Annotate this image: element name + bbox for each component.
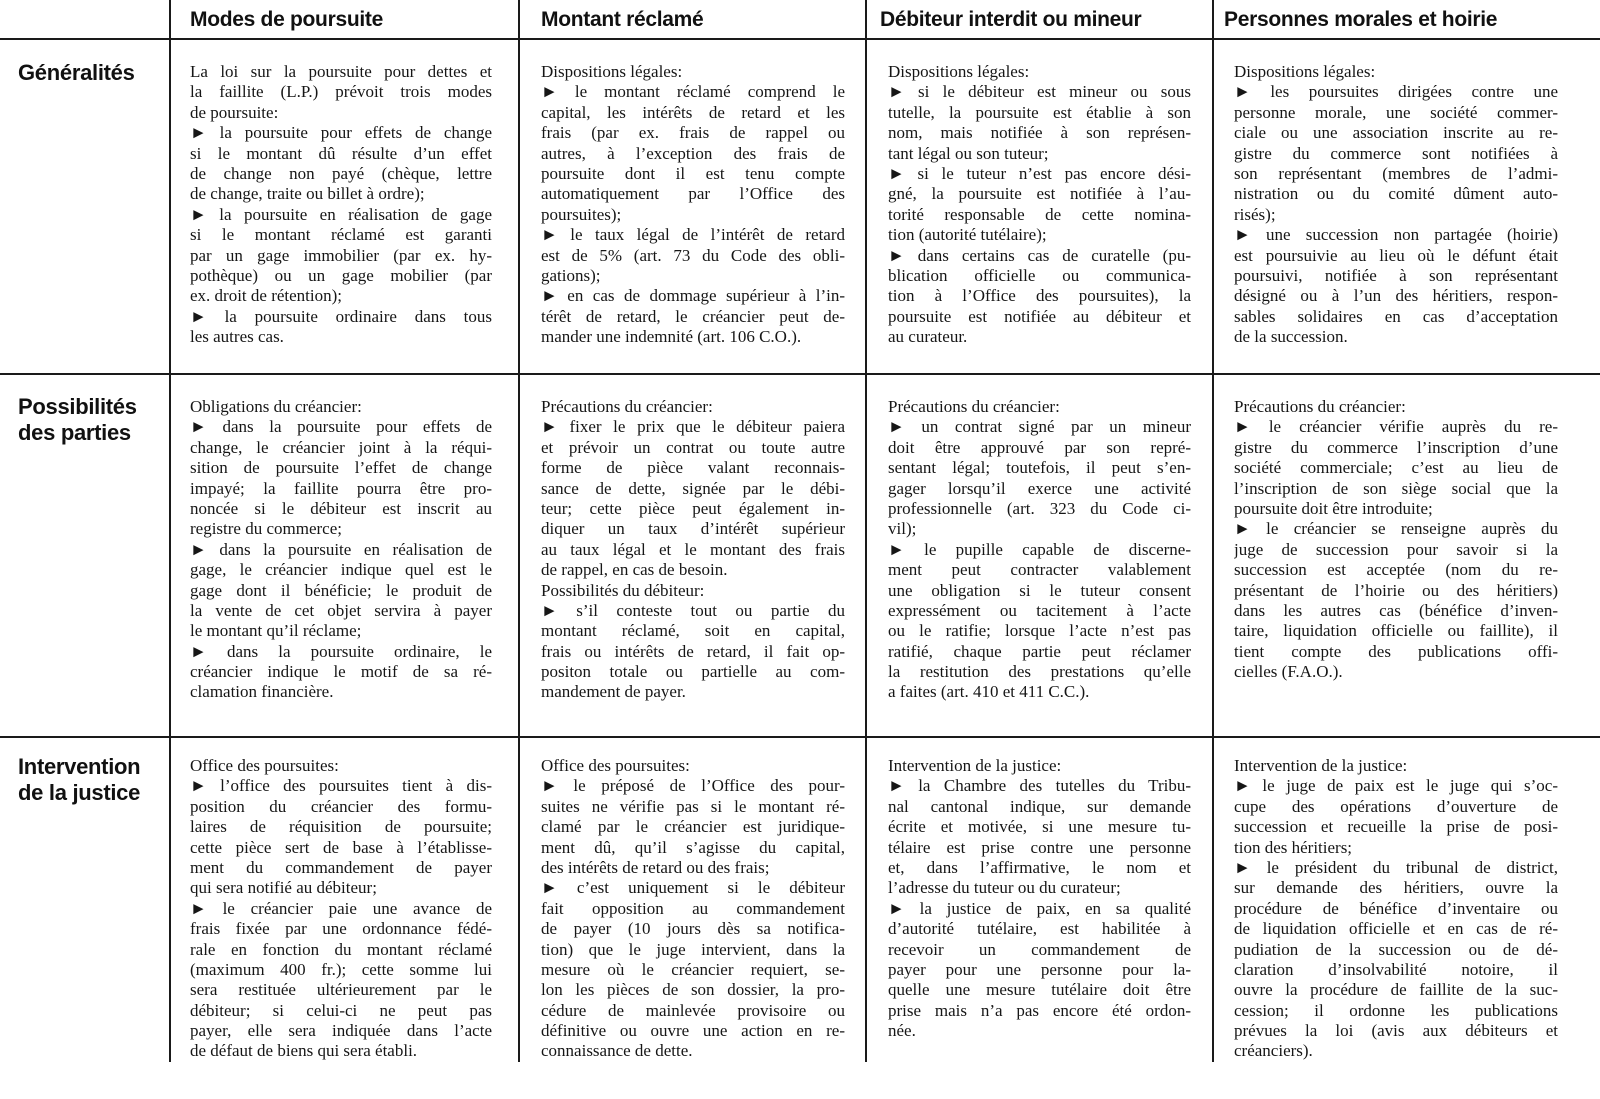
cell-line: gager lorsqu’il exerce une activité [888, 478, 1191, 498]
cell-line: une obligation si le tuteur consent [888, 580, 1191, 600]
cell-line: prévues la loi (avis aux débiteurs et [1234, 1021, 1558, 1041]
cell-line: quelle une mesure tutélaire doit être [888, 980, 1191, 1000]
cell-line: nistration ou du comité dûment auto- [1234, 184, 1558, 204]
cell-line: ► la poursuite ordinaire dans tous [190, 306, 492, 326]
cell-line: sance de dette, signée par le débi- [541, 478, 845, 498]
cell-line: tion) que le juge intervient, dans la [541, 939, 845, 959]
cell-line: ► une succession non partagée (hoirie) [1234, 225, 1558, 245]
header-divider [0, 38, 1600, 40]
row-divider [0, 736, 1600, 738]
cell-line: clamation financière. [190, 682, 334, 702]
cell-line: blication officielle ou communica- [888, 265, 1191, 285]
cell-line: créanciers). [1234, 1041, 1313, 1061]
cell-line: poursuite dont il est tenu compte [541, 163, 845, 183]
cell-generalites-debiteur [888, 62, 1191, 347]
cell-line: l’adresse du tuteur ou du curateur; [888, 878, 1121, 898]
cell-line: ► la poursuite en réalisation de gage [190, 204, 492, 224]
cell-line: ciale ou une association inscrite au re- [1234, 123, 1558, 143]
cell-line: torité responsable de cette nomina- [888, 204, 1191, 224]
column-header-montant: Montant réclamé [541, 8, 704, 31]
cell-line: Précautions du créancier: [1234, 397, 1406, 416]
cell-line: tutelle, la poursuite est établie à son [888, 102, 1191, 122]
cell-line: ex. droit de rétention); [190, 286, 343, 306]
cell-line: fait opposition au commandement [541, 898, 845, 918]
cell-line: cielles (F.A.O.). [1234, 662, 1343, 682]
cell-line: Dispositions légales: [888, 62, 1030, 81]
cell-line: poursuite doit être introduite; [1234, 498, 1433, 518]
cell-line: térêt de retard, le créancier peut de- [541, 306, 845, 326]
row-divider [0, 373, 1600, 375]
column-divider [169, 0, 171, 1062]
cell-line: vil); [888, 519, 917, 539]
cell-line: tion à l’Office des poursuites), la [888, 286, 1191, 306]
cell-line: change, le créancier joint à la réqui- [190, 437, 492, 457]
column-divider [865, 0, 867, 1062]
cell-line: payer, elle sera indiquée dans l’acte [190, 1021, 492, 1041]
cell-line: succession et recueille la prise de posi- [1234, 817, 1558, 837]
cell-line: risés); [1234, 204, 1276, 224]
cell-generalites-montant [541, 62, 845, 347]
cell-line: de change non payé (chèque, lettre [190, 163, 492, 183]
cell-line: cette pièce sert de base à l’établisse- [190, 837, 492, 857]
cell-line: sition de poursuite l’effet de change [190, 458, 492, 478]
cell-line: de poursuite: [190, 102, 279, 122]
cell-line: La loi sur la poursuite pour dettes et [190, 62, 492, 81]
cell-line: au taux légal et le montant des frais [541, 539, 845, 559]
cell-line: doit être approuvé par son repré- [888, 437, 1191, 457]
cell-generalites-personnes [1234, 62, 1558, 347]
cell-line: télaire est prise contre une personne [888, 837, 1191, 857]
column-divider [518, 0, 520, 1062]
cell-line: les autres cas. [190, 327, 284, 347]
cell-line: dans les autres cas (bénéfice d’inven- [1234, 600, 1558, 620]
cell-line: ► le créancier vérifie auprès du re- [1234, 417, 1558, 437]
cell-line: capital, les intérêts de retard et les [541, 102, 845, 122]
cell-line: juge de succession pour savoir si la [1234, 539, 1558, 559]
cell-line: et prévoir un contrat ou toute autre [541, 437, 845, 457]
cell-line: le montant qu’il réclame; [190, 621, 362, 641]
cell-line: gné, la poursuite est notifiée à l’au- [888, 184, 1191, 204]
cell-line: de liquidation officielle et en cas de ré- [1234, 919, 1558, 939]
cell-line: est poursuivie au lieu où le défunt était [1234, 245, 1558, 265]
cell-line: société commerciale; c’est au lieu de [1234, 458, 1558, 478]
cell-line: ► un contrat signé par un mineur [888, 417, 1191, 437]
cell-line: Office des poursuites: [190, 756, 339, 775]
cell-intervention-montant [541, 756, 845, 1062]
cell-line: taire, liquidation officielle ou faillite), il [1234, 621, 1558, 641]
cell-line: des intérêts de retard ou des frais; [541, 857, 770, 877]
cell-line: position du créancier des formu- [190, 796, 492, 816]
cell-line: gistre du commerce sont notifiées à [1234, 143, 1558, 163]
cell-line: ► dans la poursuite en réalisation de [190, 539, 492, 559]
cell-line: de payer (10 jours dès sa notifica- [541, 919, 845, 939]
cell-line: ► si le tuteur n’est pas encore dési- [888, 163, 1191, 183]
cell-line: Précautions du créancier: [888, 397, 1060, 416]
cell-line: ment dû, qu’il s’agisse du capital, [541, 837, 845, 857]
cell-line: professionnelle (art. 323 du Code ci- [888, 498, 1191, 518]
cell-line: prise mais n’a pas encore été ordon- [888, 1000, 1191, 1020]
cell-line: impayé; la faillite pourra être pro- [190, 478, 492, 498]
cell-line: gations); [541, 265, 601, 285]
cell-line: ► le juge de paix est le juge qui s’oc- [1234, 776, 1558, 796]
cell-line: ► s’il conteste tout ou partie du [541, 600, 845, 620]
cell-line: ► le créancier paie une avance de [190, 898, 492, 918]
cell-line: la faillite (L.P.) prévoit trois modes [190, 82, 492, 102]
cell-line: ouvre la procédure de faillite de la suc- [1234, 980, 1558, 1000]
cell-line: ► le taux légal de l’intérêt de retard [541, 225, 845, 245]
cell-line: sera restituée ultérieurement par le [190, 980, 492, 1000]
cell-line: Intervention de la justice: [1234, 756, 1408, 775]
cell-line: d’autorité tutélaire, est habilitée à [888, 919, 1191, 939]
row-header-line: des parties [18, 420, 131, 445]
cell-line: ► le président du tribunal de district, [1234, 857, 1558, 877]
column-header-modes: Modes de poursuite [190, 8, 383, 31]
cell-line: de la succession. [1234, 327, 1348, 347]
cell-line: pothèque) ou un gage mobilier (par [190, 265, 492, 285]
cell-line: ► dans certains cas de curatelle (pu- [888, 245, 1191, 265]
column-header-personnes: Personnes morales et hoirie [1224, 8, 1498, 31]
cell-line: Dispositions légales: [541, 62, 683, 81]
cell-line: ► c’est uniquement si le débiteur [541, 878, 845, 898]
cell-possibilites-modes [190, 397, 492, 703]
cell-line: tion (autorité tutélaire); [888, 225, 1047, 245]
cell-line: teur; cette pièce peut également in- [541, 498, 845, 518]
cell-line: connaissance de dette. [541, 1041, 693, 1061]
cell-line: claration d’insolvabilité notoire, il [1234, 959, 1558, 979]
cell-line: ► la justice de paix, en sa qualité [888, 898, 1191, 918]
cell-line: cédure de mainlevée provisoire ou [541, 1000, 845, 1020]
cell-line: frais fixée par une ordonnance fédé- [190, 919, 492, 939]
cell-line: diquer un taux d’intérêt supérieur [541, 519, 845, 539]
cell-line: poursuites); [541, 204, 622, 224]
cell-line: poursuivi, notifiée à son représentant [1234, 265, 1558, 285]
cell-line: Obligations du créancier: [190, 397, 362, 416]
cell-line: ► le montant réclamé comprend le [541, 82, 845, 102]
cell-line: poursuite est notifiée au débiteur et [888, 306, 1191, 326]
cell-line: succession est acceptée (nom du re- [1234, 560, 1558, 580]
column-header-debiteur: Débiteur interdit ou mineur [880, 8, 1142, 31]
row-header-line: Intervention [18, 754, 141, 779]
row-header-line: de la justice [18, 780, 141, 805]
cell-line: laires de réquisition de poursuite; [190, 817, 492, 837]
cell-line: ► le préposé de l’Office des pour- [541, 776, 845, 796]
cell-line: Précautions du créancier: [541, 397, 713, 416]
cell-line: tion des héritiers; [1234, 837, 1353, 857]
cell-line: personne morale, une société commer- [1234, 102, 1558, 122]
cell-line: sables solidaires en cas d’acceptation [1234, 306, 1558, 326]
cell-line: lon les pièces de son dossier, la pro- [541, 980, 845, 1000]
cell-line: si le montant réclamé est garanti [190, 225, 492, 245]
cell-line: ► la poursuite pour effets de change [190, 123, 492, 143]
cell-line: ► la Chambre des tutelles du Tribu- [888, 776, 1191, 796]
cell-line: est de 5% (art. 73 du Code des obli- [541, 245, 845, 265]
cell-line: noncée si le débiteur est inscrit au [190, 498, 492, 518]
cell-line: la vente de cet objet servira à payer [190, 600, 492, 620]
cell-line: si le montant dû résulte d’un effet [190, 143, 492, 163]
cell-line: recevoir un commandement de [888, 939, 1191, 959]
cell-line: forme de pièce valant reconnais- [541, 458, 845, 478]
cell-line: débiteur; si celui-ci ne peut pas [190, 1000, 492, 1020]
cell-line: expressément ou tacitement à l’acte [888, 600, 1191, 620]
cell-line: positon totale ou partielle au com- [541, 662, 845, 682]
cell-line: de rappel, en cas de besoin. [541, 560, 728, 580]
cell-line: ► le créancier se renseigne auprès du [1234, 519, 1558, 539]
cell-line: suites ne vérifie pas si le montant ré- [541, 796, 845, 816]
cell-line: de défaut de biens qui sera établi. [190, 1041, 418, 1061]
cell-line: au curateur. [888, 327, 968, 347]
cell-line: gage dont il bénéficie; le produit de [190, 580, 492, 600]
row-header-line: Généralités [18, 60, 135, 85]
cell-line: Dispositions légales: [1234, 62, 1376, 81]
cell-line: ► si le débiteur est mineur ou sous [888, 82, 1191, 102]
cell-line: ► dans la poursuite ordinaire, le [190, 641, 492, 661]
cell-line: son représentant (membres de l’admi- [1234, 163, 1558, 183]
cell-line: mander une indemnité (art. 106 C.O.). [541, 327, 802, 347]
cell-line: ment peut contracter valablement [888, 560, 1191, 580]
row-header-intervention [18, 754, 168, 806]
cell-line: automatiquement par l’Office des [541, 184, 845, 204]
cell-line: cession; il ordonne les publications [1234, 1000, 1558, 1020]
cell-line: pudiation de la succession ou de dé- [1234, 939, 1558, 959]
row-header-generalites [18, 60, 168, 86]
cell-line: (maximum 400 fr.); cette somme lui [190, 959, 492, 979]
cell-line: frais ou intérêts de retard, il fait op- [541, 641, 845, 661]
cell-line: ► fixer le prix que le débiteur paiera [541, 417, 845, 437]
cell-possibilites-personnes [1234, 397, 1558, 682]
cell-line: Possibilités du débiteur: [541, 580, 705, 600]
cell-line: montant réclamé, soit en capital, [541, 621, 845, 641]
cell-line: ► l’office des poursuites tient à dis- [190, 776, 492, 796]
cell-line: payer pour une personne pour la- [888, 959, 1191, 979]
cell-line: désigné ou à l’un des héritiers, respon- [1234, 286, 1558, 306]
cell-possibilites-montant [541, 397, 845, 703]
cell-line: créancier indique le motif de sa ré- [190, 662, 492, 682]
cell-line: Office des poursuites: [541, 756, 690, 775]
cell-line: a faites (art. 410 et 411 C.C.). [888, 682, 1090, 702]
row-header-possibilites [18, 394, 168, 446]
cell-line: mandement de payer. [541, 682, 686, 702]
cell-line: procédure de bénéfice d’inventaire ou [1234, 898, 1558, 918]
cell-line: ► en cas de dommage supérieur à l’in- [541, 286, 845, 306]
cell-line: présentant de l’hoirie ou des héritiers) [1234, 580, 1558, 600]
cell-line: ► dans la poursuite pour effets de [190, 417, 492, 437]
cell-generalites-modes [190, 62, 492, 347]
cell-line: registre du commerce; [190, 519, 342, 539]
cell-intervention-modes [190, 756, 492, 1062]
cell-possibilites-debiteur [888, 397, 1191, 703]
cell-line: nom, mais notifiée à son représen- [888, 123, 1191, 143]
cell-line: ment du commandement de payer [190, 857, 492, 877]
cell-line: qui sera notifié au débiteur; [190, 878, 377, 898]
cell-line: autres, à l’exception des frais de [541, 143, 845, 163]
cell-line: tient compte des publications offi- [1234, 641, 1558, 661]
cell-line: ou le ratifie; lorsque l’acte n’est pas [888, 621, 1191, 641]
cell-intervention-debiteur [888, 756, 1191, 1041]
column-divider [1212, 0, 1214, 1062]
cell-line: née. [888, 1021, 916, 1041]
cell-line: mesure où le créancier requiert, se- [541, 959, 845, 979]
cell-line: par un gage immobilier (par ex. hy- [190, 245, 492, 265]
cell-line: rale en fonction du montant réclamé [190, 939, 492, 959]
cell-line: gage, le créancier indique quel est le [190, 560, 492, 580]
cell-line: l’inscription de son siège social que la [1234, 478, 1558, 498]
row-header-line: Possibilités [18, 394, 137, 419]
cell-line: sentant légal; toutefois, il peut s’en- [888, 458, 1191, 478]
cell-line: définitive ou ouvre une action en re- [541, 1021, 845, 1041]
cell-line: ► le pupille capable de discerne- [888, 539, 1191, 559]
cell-line: de change, traite ou billet à ordre); [190, 184, 425, 204]
cell-line: la restitution des prestations qu’elle [888, 662, 1191, 682]
cell-line: frais (par ex. frais de rappel ou [541, 123, 845, 143]
cell-line: Intervention de la justice: [888, 756, 1062, 775]
cell-line: clamé par le créancier est juridique- [541, 817, 845, 837]
cell-line: cupe des opérations d’ouverture de [1234, 796, 1558, 816]
cell-intervention-personnes [1234, 756, 1558, 1062]
cell-line: ► les poursuites dirigées contre une [1234, 82, 1558, 102]
cell-line: sur demande des héritiers, ouvre la [1234, 878, 1558, 898]
cell-line: gistre du commerce l’inscription d’une [1234, 437, 1558, 457]
cell-line: ratifié, chaque partie peut réclamer [888, 641, 1191, 661]
cell-line: nal cantonal indique, sur demande [888, 796, 1191, 816]
cell-line: et, dans l’affirmative, le nom et [888, 857, 1191, 877]
cell-line: tant légal ou son tuteur; [888, 143, 1049, 163]
cell-line: écrite et motivée, si une mesure tu- [888, 817, 1191, 837]
